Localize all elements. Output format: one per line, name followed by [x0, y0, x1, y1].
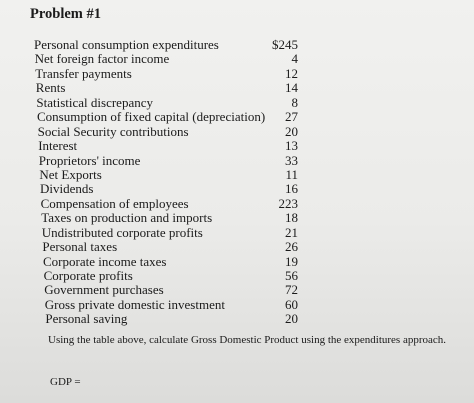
- row-value: 18: [285, 210, 298, 226]
- table-row: [34, 38, 298, 52]
- table-row: [34, 211, 298, 225]
- row-value: 16: [285, 181, 298, 197]
- row-label: Net Exports: [39, 166, 102, 182]
- row-value: 14: [285, 80, 298, 96]
- table-row: [34, 154, 298, 168]
- table-row: [34, 52, 298, 66]
- row-label: Taxes on production and imports: [41, 210, 213, 226]
- row-label: Gross private domestic investment: [44, 296, 225, 312]
- row-label: Dividends: [40, 181, 94, 197]
- table-row: [34, 168, 298, 182]
- problem-title: Problem #1: [30, 6, 102, 22]
- table-row: [34, 197, 298, 211]
- row-value: 20: [285, 311, 298, 327]
- row-label: Consumption of fixed capital (depreciation): [37, 109, 266, 125]
- row-label: Rents: [35, 80, 66, 96]
- row-value: 11: [285, 166, 298, 182]
- row-label: Corporate profits: [43, 268, 133, 283]
- table-row: [34, 81, 298, 95]
- table-row: [34, 298, 298, 312]
- row-value: 8: [291, 94, 298, 110]
- table-row: [34, 125, 298, 139]
- row-label: Undistributed corporate profits: [41, 224, 203, 240]
- row-label: Government purchases: [44, 282, 164, 298]
- table-row: [34, 139, 298, 153]
- row-label: Personal saving: [45, 311, 128, 327]
- row-value: 19: [285, 253, 298, 269]
- row-value: 20: [285, 123, 298, 139]
- row-label: Transfer payments: [35, 65, 132, 81]
- row-value: 12: [285, 65, 298, 81]
- table-row: [34, 182, 298, 196]
- row-value: 60: [285, 296, 298, 312]
- table-row: [34, 110, 298, 124]
- row-value: 4: [291, 51, 298, 67]
- data-table: [34, 38, 298, 327]
- table-row: [34, 96, 298, 110]
- row-label: Personal consumption expenditures: [34, 37, 219, 52]
- row-value: 72: [285, 282, 298, 298]
- table-row: [34, 312, 298, 326]
- instruction-text: Using the table above, calculate Gross Domestic Product using the expenditures approach.: [48, 334, 447, 346]
- row-label: Interest: [38, 138, 78, 154]
- row-label: Net foreign factor income: [34, 51, 170, 67]
- table-row: [34, 255, 298, 269]
- row-label: Social Security contributions: [37, 123, 189, 139]
- table-row: [34, 240, 298, 254]
- row-value: 13: [285, 138, 298, 154]
- row-label: Proprietors' income: [38, 152, 141, 168]
- table-row: [34, 226, 298, 240]
- row-value: 21: [285, 224, 298, 240]
- row-label: Compensation of employees: [40, 195, 189, 211]
- row-value: 33: [285, 152, 298, 168]
- row-value: $245: [272, 37, 298, 52]
- row-value: 26: [285, 239, 298, 255]
- table-row: [34, 67, 298, 81]
- row-label: Statistical discrepancy: [36, 94, 153, 110]
- row-value: 223: [278, 195, 298, 211]
- row-label: Corporate income taxes: [43, 253, 167, 269]
- gdp-answer-line: GDP =: [50, 376, 81, 388]
- row-value: 27: [285, 109, 298, 125]
- table-row: [34, 283, 298, 297]
- table-row: [34, 269, 298, 283]
- row-value: 56: [285, 268, 298, 283]
- row-label: Personal taxes: [42, 239, 118, 255]
